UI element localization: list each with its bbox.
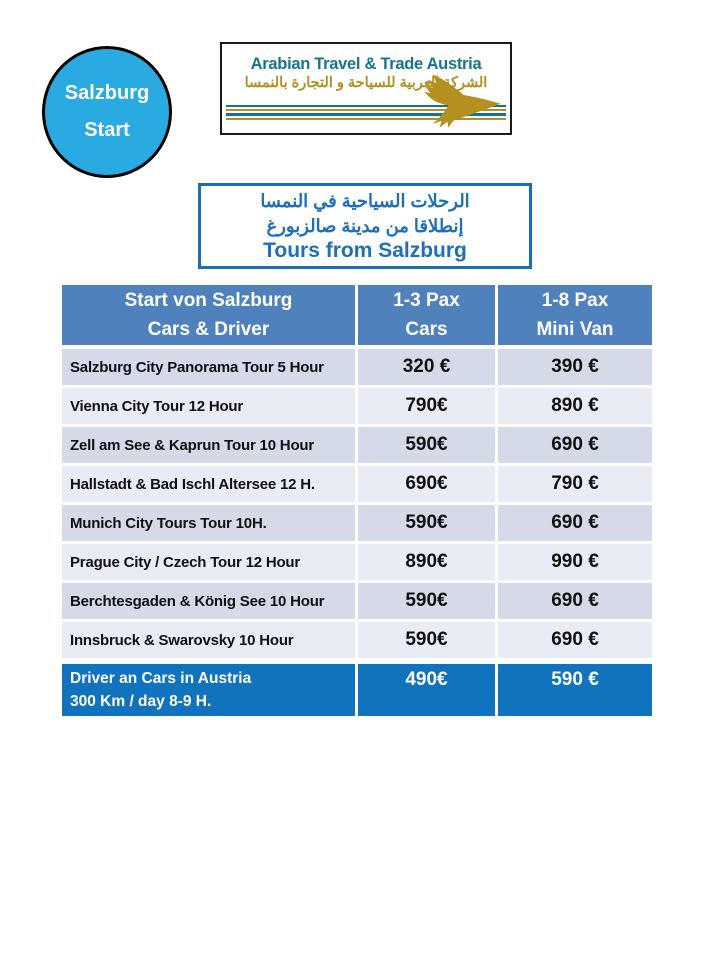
header-minivan-line1: 1-8 Pax [541, 289, 609, 311]
header-tours-line1: Start von Salzburg [124, 289, 293, 311]
minivan-price-cell: 690 € [498, 583, 652, 619]
tour-name-cell: Berchtesgaden & König See 10 Hour [62, 583, 355, 619]
tour-name-cell: Vienna City Tour 12 Hour [62, 388, 355, 424]
title-arabic-line1: الرحلات السياحية في النمسا [260, 191, 470, 212]
header-cell-cars [358, 285, 495, 345]
cars-price-cell: 490€ [358, 664, 495, 716]
minivan-price-cell: 690 € [498, 505, 652, 541]
title-english: Tours from Salzburg [263, 238, 467, 262]
cars-price-cell: 590€ [358, 427, 495, 463]
table-body [62, 349, 652, 658]
header-cell-tours [62, 285, 355, 345]
table-row [62, 583, 652, 619]
cars-price-cell: 690€ [358, 466, 495, 502]
header-cars-line2: Cars [405, 319, 448, 340]
tour-name-cell: Innsbruck & Swarovsky 10 Hour [62, 622, 355, 658]
table-row [62, 622, 652, 658]
minivan-price-cell: 890 € [498, 388, 652, 424]
table-row [62, 466, 652, 502]
title-arabic-line2: إنطلاقا من مدينة صالزبورغ [266, 215, 464, 236]
company-name: Arabian Travel & Trade Austria [250, 55, 482, 73]
cars-price-cell: 890€ [358, 544, 495, 580]
cars-price-cell: 590€ [358, 622, 495, 658]
minivan-price-cell: 690 € [498, 427, 652, 463]
table-row [62, 505, 652, 541]
badge-line2: Start [84, 119, 130, 141]
company-logo-box [220, 42, 512, 135]
minivan-price-cell: 790 € [498, 466, 652, 502]
table-header [62, 285, 652, 345]
driver-row-line2: 300 Km / day 8-9 H. [70, 693, 212, 710]
salzburg-start-badge [42, 46, 172, 178]
tours-price-table [62, 285, 652, 716]
eagle-icon [415, 71, 509, 131]
tour-name-cell [62, 664, 355, 716]
badge-line1: Salzburg [64, 82, 150, 104]
table-row [62, 544, 652, 580]
table-row [62, 349, 652, 385]
minivan-price-cell: 690 € [498, 622, 652, 658]
tour-name-cell: Prague City / Czech Tour 12 Hour [62, 544, 355, 580]
header-cars-line1: 1-3 Pax [393, 289, 460, 311]
tour-name-cell: Salzburg City Panorama Tour 5 Hour [62, 349, 355, 385]
minivan-price-cell: 390 € [498, 349, 652, 385]
cars-price-cell: 320 € [358, 349, 495, 385]
table-row [62, 427, 652, 463]
cars-price-cell: 590€ [358, 505, 495, 541]
tour-name-cell: Munich City Tours Tour 10H. [62, 505, 355, 541]
minivan-price-cell: 990 € [498, 544, 652, 580]
header-tours-line2: Cars & Driver [147, 319, 270, 340]
header-minivan-line2: Mini Van [536, 319, 614, 340]
table-row [62, 388, 652, 424]
header-cell-minivan [498, 285, 652, 345]
cars-price-cell: 790€ [358, 388, 495, 424]
tour-name-cell: Zell am See & Kaprun Tour 10 Hour [62, 427, 355, 463]
tour-name-cell: Hallstadt & Bad Ischl Altersee 12 H. [62, 466, 355, 502]
tours-title-box [198, 183, 532, 269]
driver-row-line1: Driver an Cars in Austria [70, 669, 252, 687]
cars-price-cell: 590€ [358, 583, 495, 619]
minivan-price-cell: 590 € [498, 664, 652, 716]
driver-rate-row [62, 664, 652, 716]
company-name-arabic: الشركة العربية للسياحة و التجارة بالنمسا [244, 75, 488, 91]
